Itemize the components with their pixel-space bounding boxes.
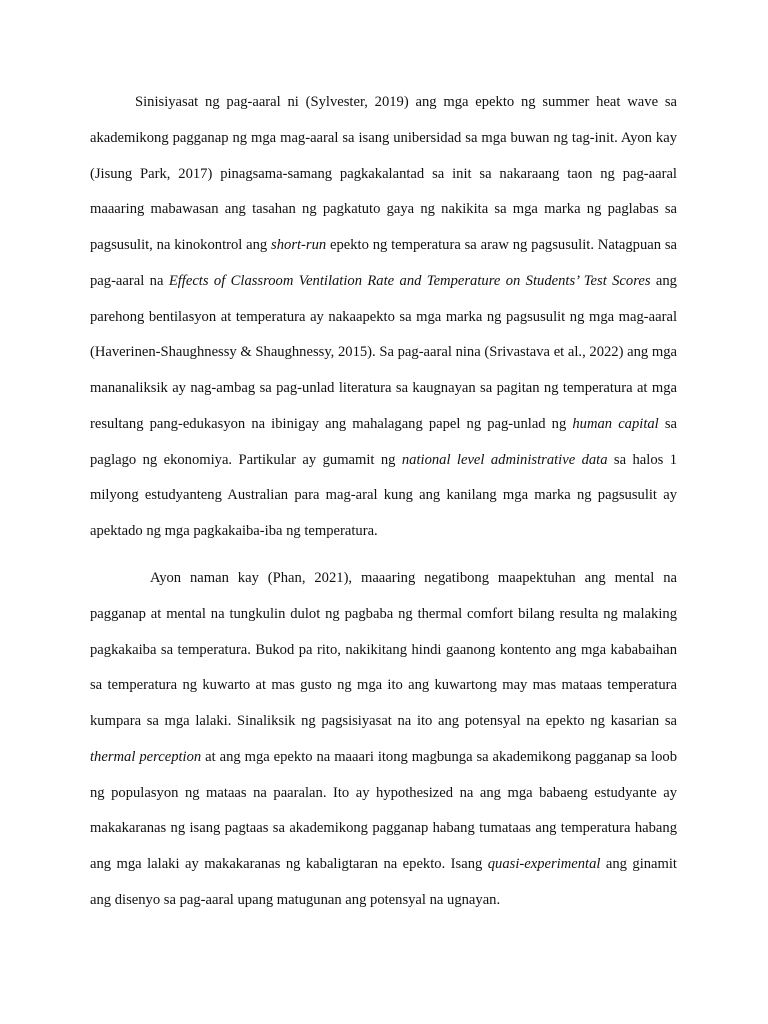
italic-term: human capital [572,415,659,432]
paragraph [90,85,677,550]
italic-title: Effects of Classroom Ventilation Rate and Temperature on Students’ Test Scores [168,272,651,289]
paragraph-text: at ang mga epekto na maaari itong magbunga sa akademikong pagganap sa loob ng populasyon ng mataas na paaralan. Ito ay hypothesized na ang mga babaeng estudyante ay makakaranas ng isang pagtaas sa akademikong pagganap habang tumataas ang temperatura habang ang mga lalaki ay makakaranas ng kabaligtaran na epekto. Isang [90,748,677,872]
paragraph-text: Sinisiyasat ng pag-aaral ni (Sylvester, 2019) ang mga epekto ng summer heat wave sa akademikong pagganap ng mga mag-aaral sa isang unibersidad sa mga buwan ng tag-init. Ayon kay (Jisung Park, 2017) pinagsama-samang pagkakalantad sa init sa nakaraang taon ng pag-aaral maaaring mabawasan ang tasahan ng pagkatuto gaya ng nakikita sa mga marka ng paglabas sa pagsusulit, na kinokontrol ang [90,94,677,253]
paragraph-text: Ayon naman kay (Phan, 2021), maaaring negatibong maapektuhan ang mental na pagganap at mental na tungkulin dulot ng pagbaba ng thermal comfort bilang resulta ng malaking pagkakaiba sa temperatura. Bukod pa rito, nakikitang hindi gaanong kontento ang mga kababaihan sa temperatura ng kuwarto at mas gusto ng mga ito ang kuwartong may mas mataas temperatura kumpara sa mga lalaki. Sinaliksik ng pagsisiyasat na ito ang potensyal na epekto ng kasarian sa [90,570,677,729]
paragraph [90,561,677,919]
paragraph-text: ang ginamit ang disenyo sa pag-aaral upang matugunan ang potensyal na ugnayan. [90,856,677,908]
paragraph-text: sa paglago ng ekonomiya. Partikular ay gumamit ng [90,415,677,468]
italic-term: thermal perception [90,748,202,765]
italic-term: national level administrative data [401,451,608,468]
paragraph-text: sa halos 1 milyong estudyanteng Australian para mag-aral kung ang kanilang mga marka ng pagsusulit ay apektado ng mga pagkakaiba-iba ng temperatura. [90,451,677,539]
italic-term: short-run [271,237,327,253]
italic-term: quasi-experimental [487,856,601,872]
paragraph-text: ang parehong bentilasyon at temperatura ay nakaapekto sa mga marka ng pagsusulit ng mga mag-aaral (Haverinen-Shaughnessy & Shaughnessy, 2015). Sa pag-aaral nina (Srivastava et al., 2022) ang mga mananaliksik ay nag-ambag sa pag-unlad literatura sa kaugnayan sa pagitan ng temperatura at mga resultang pang-edukasyon na ibinigay ang mahalagang papel ng pag-unlad ng [90,272,677,432]
paragraph-text: epekto ng temperatura sa araw ng pagsusulit. Natagpuan sa pag-aaral na [90,237,677,289]
